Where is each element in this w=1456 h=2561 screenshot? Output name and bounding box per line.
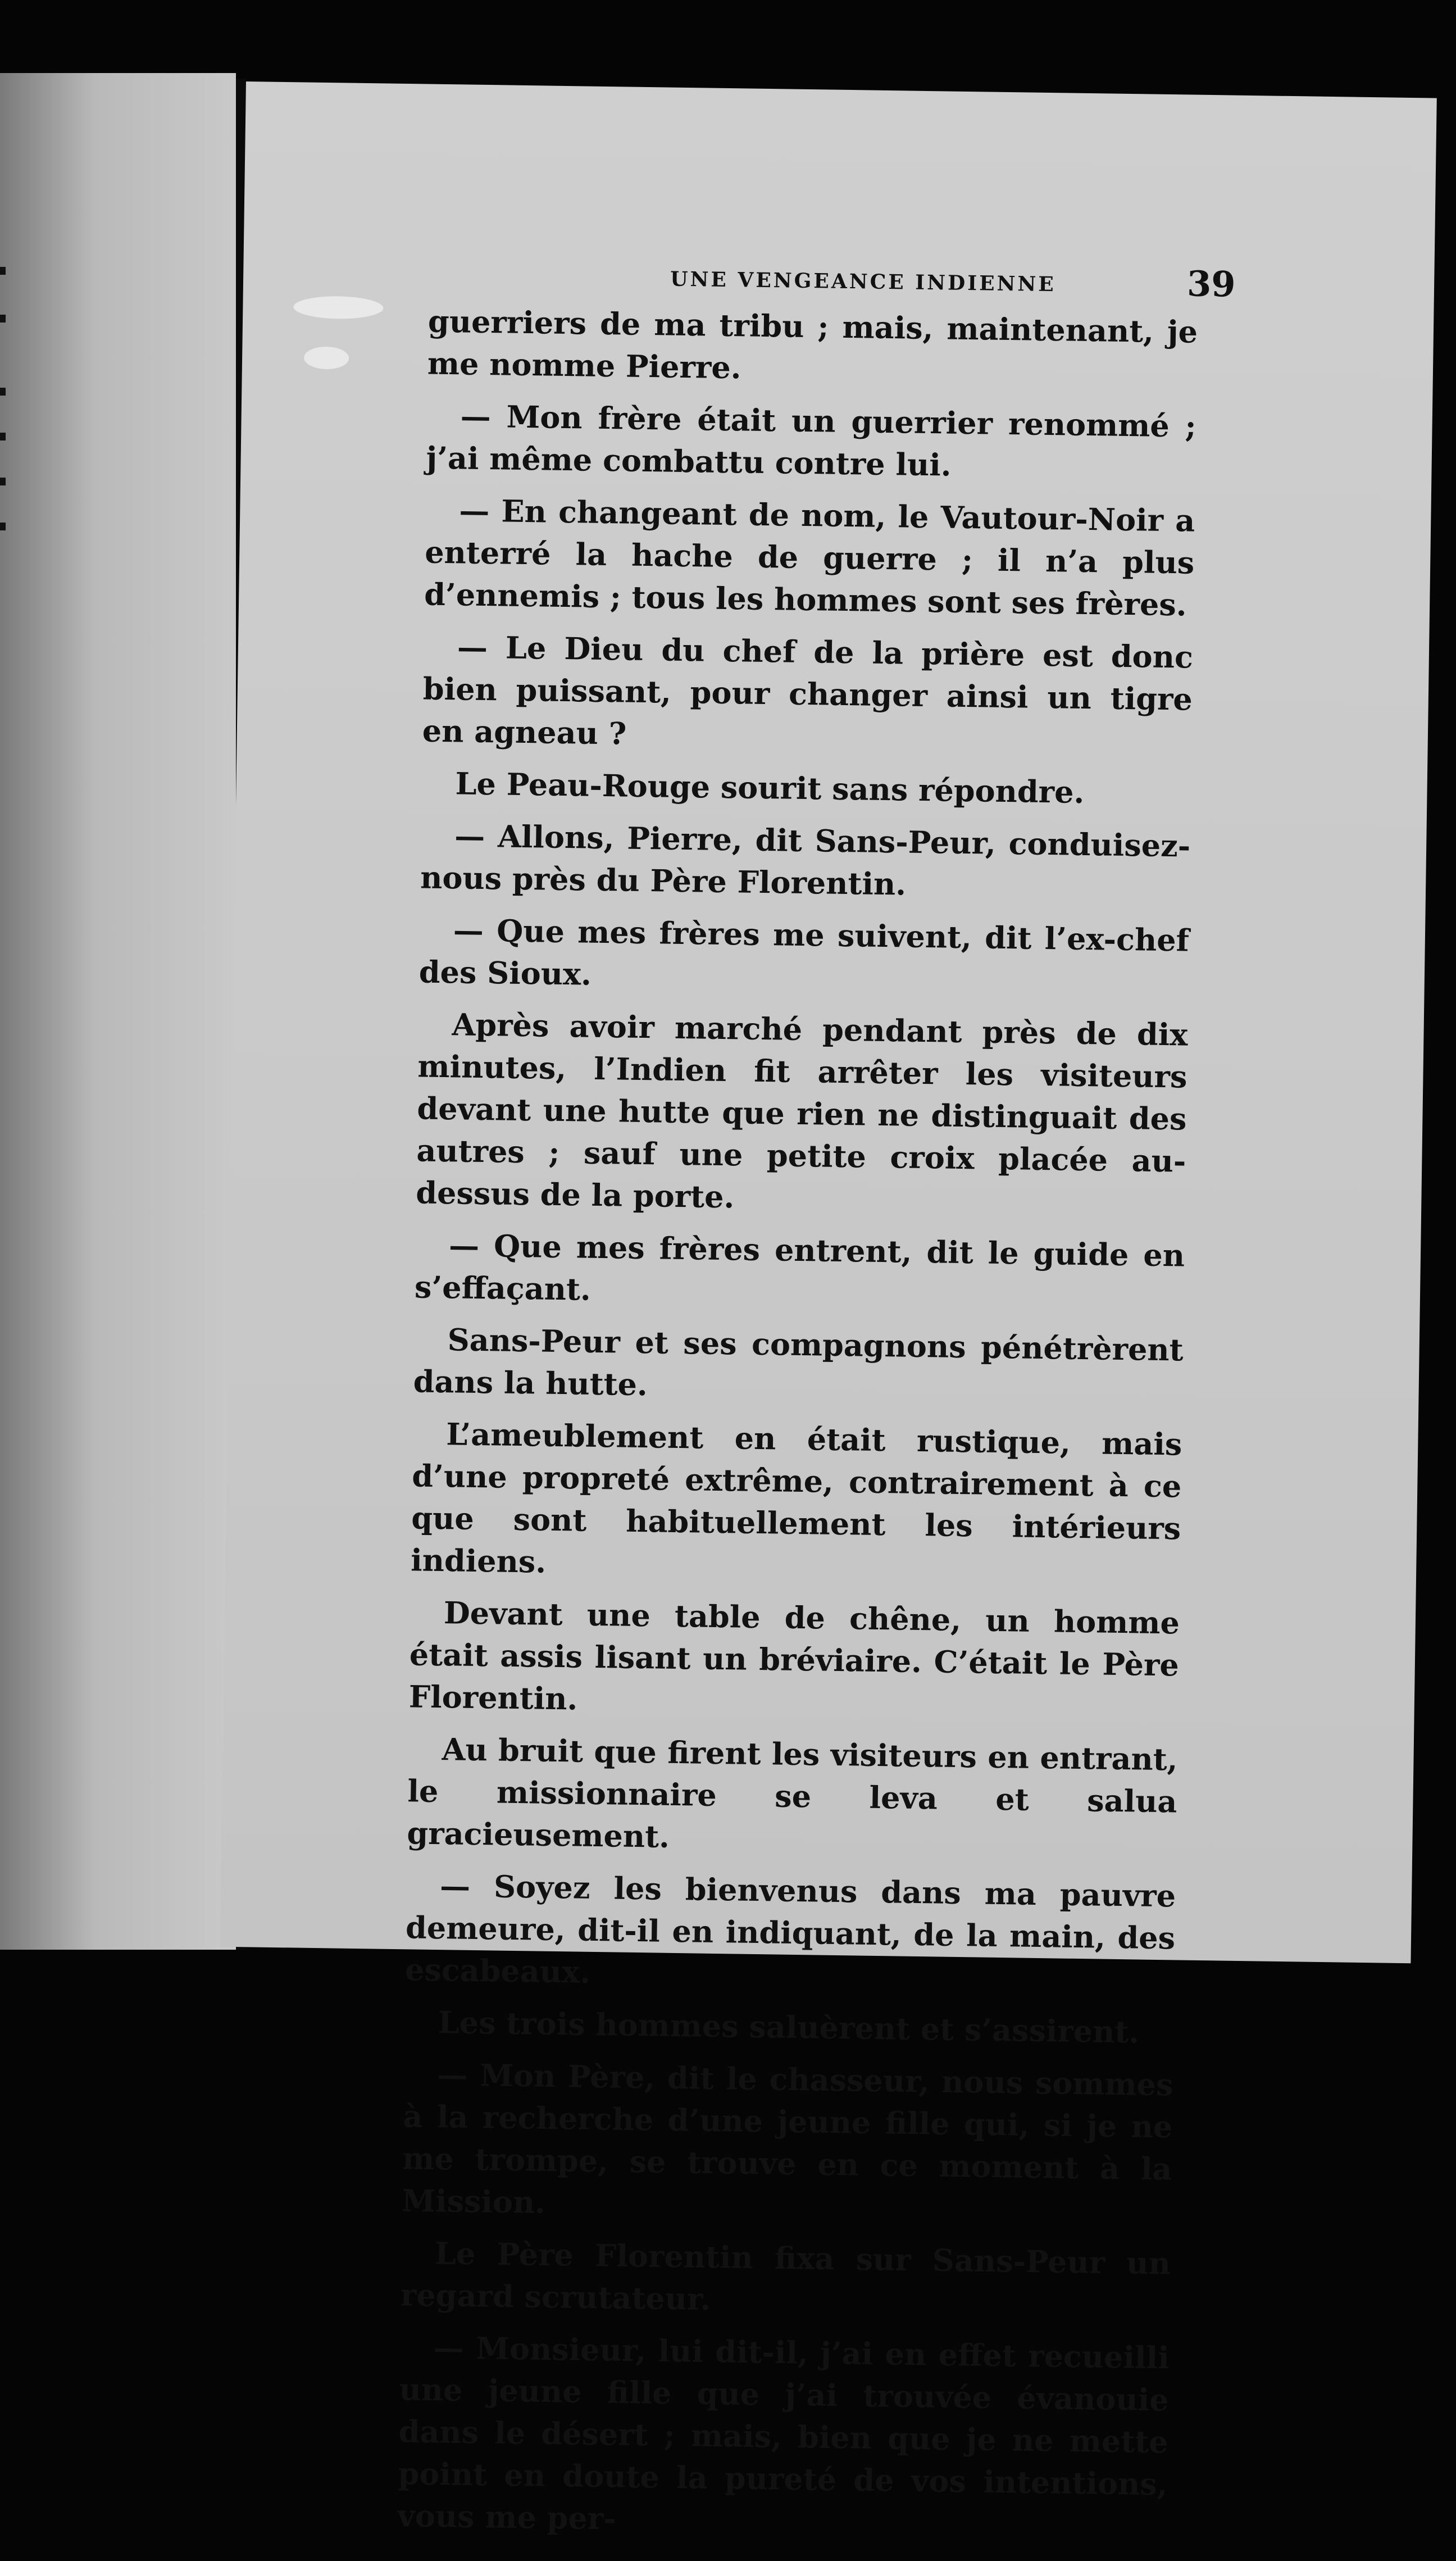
text-fragment [0, 523, 6, 530]
paragraph: — Que mes frères me suivent, dit l’ex-chef des Sioux. [418, 912, 1190, 992]
text-fragment [0, 478, 6, 485]
paragraph: — Monsieur, lui dit-il, j’ai en effet recueilli une jeune fille que j’ai trouvée évanouie dans le désert ; mais, bien que je ne mette point en doute la pureté de vos intentions, vous me per- [397, 2330, 1170, 2537]
page-header [243, 250, 1435, 312]
paper-blemish [293, 296, 384, 319]
text-fragment [0, 388, 6, 396]
paragraph: Le Peau-Rouge sourit sans répondre. [455, 765, 1085, 810]
paragraph: Après avoir marché pendant près de dix minutes, l’Indien fit arrêter les visiteurs devant une hutte que rien ne distinguait des autres ; sauf une petite croix placée au-dessus de la porte. [415, 1006, 1188, 1215]
text-fragment [0, 267, 6, 275]
paragraph: Les trois hommes saluèrent et s’assirent. [438, 2004, 1140, 2050]
paper-blemish [304, 346, 349, 369]
paragraph: L’ameublement en était rustique, mais d’une propreté extrême, contrairement à ce que sont habituellement les intérieurs indiens. [410, 1416, 1182, 1580]
paragraph: Devant une table de chêne, un homme était assis lisant un bréviaire. C’était le Père Florentin. [408, 1595, 1180, 1717]
paragraph: — Le Dieu du chef de la prière est donc bien puissant, pour changer ainsi un tigre en agneau ? [422, 629, 1194, 752]
paragraph: — Mon Père, dit le chasseur, nous sommes à la recherche d’une jeune fille qui, si je ne me trompe, se trouve en ce moment à la Mission. [401, 2056, 1173, 2221]
text-fragment [0, 315, 6, 323]
running-title: UNE VENGEANCE INDIENNE [670, 267, 1057, 297]
body-text [397, 301, 1198, 2558]
paragraph: guerriers de ma tribu ; mais, maintenant, je me nomme Pierre. [427, 303, 1198, 386]
paragraph: — Mon frère était un guerrier renommé ; j’ai même combattu contre lui. [426, 398, 1197, 483]
paragraph: — Allons, Pierre, dit Sans-Peur, conduisez-nous près du Père Florentin. [420, 818, 1191, 902]
paragraph: — Soyez les bienvenus dans ma pauvre demeure, dit-il en indiquant, de la main, des escabeaux. [404, 1868, 1176, 1990]
paragraph: — Que mes frères entrent, dit le guide en s’effaçant. [414, 1227, 1185, 1307]
paragraph: Le Père Florentin fixa sur Sans-Peur un regard scrutateur. [400, 2235, 1171, 2317]
page-number: 39 [1186, 263, 1236, 305]
paragraph: Au bruit que firent les visiteurs en entrant, le missionnaire se leva et salua gracieusement. [407, 1731, 1178, 1855]
text-fragment [0, 433, 6, 441]
book-page [220, 81, 1437, 2537]
paragraph: Sans-Peur et ses compagnons pénétrèrent dans la hutte. [413, 1322, 1184, 1403]
paragraph: — En changeant de nom, le Vautour-Noir a enterré la hache de guerre ; il n’a plus d’ennemis ; tous les hommes sont ses frères. [424, 492, 1195, 623]
left-page-edge [0, 73, 236, 1950]
